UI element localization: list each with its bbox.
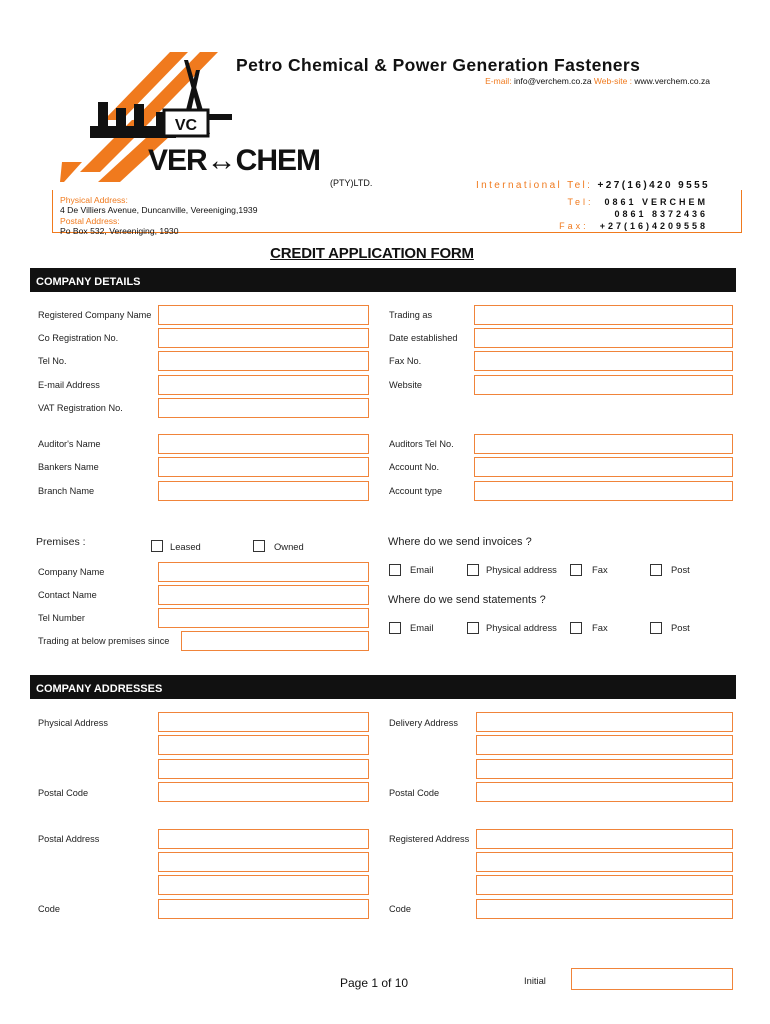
delivery-address-line-1[interactable] (476, 712, 733, 732)
statement-physical-label: Physical address (486, 622, 557, 633)
physical-address-line-3[interactable] (158, 759, 369, 779)
co-registration-label: Co Registration No. (38, 333, 119, 343)
premises-company-name-field[interactable] (158, 562, 369, 582)
postal-code-right-field[interactable] (476, 782, 733, 802)
premises-company-name-label: Company Name (38, 567, 105, 577)
vat-registration-label: VAT Registration No. (38, 403, 123, 413)
tel-number-label: Tel Number (38, 613, 85, 623)
auditor-name-field[interactable] (158, 434, 369, 454)
statement-fax-label: Fax (592, 622, 608, 633)
code-right-label: Code (389, 904, 411, 914)
contact-name-label: Contact Name (38, 590, 97, 600)
invoice-fax-label: Fax (592, 564, 608, 575)
tel-number-field[interactable] (158, 608, 369, 628)
company-tagline: Petro Chemical & Power Generation Fasteners (236, 55, 641, 75)
delivery-address-line-2[interactable] (476, 735, 733, 755)
physical-address-value: 4 De Villiers Avenue, Duncanville, Vereeniging,1939 (60, 205, 258, 216)
physical-address-label: Physical Address: (60, 195, 128, 205)
company-details-heading: COMPANY DETAILS (30, 268, 736, 292)
intl-tel-label: International Tel: (475, 180, 593, 191)
code-left-field[interactable] (158, 899, 369, 919)
fax-no-label: Fax No. (389, 356, 422, 366)
statements-question: Where do we send statements ? (388, 594, 546, 606)
tel-value-1: 0861 VERCHEM (604, 197, 708, 207)
physical-address-line-1[interactable] (158, 712, 369, 732)
tel-label: Tel: (567, 197, 594, 207)
invoices-question: Where do we send invoices ? (388, 536, 532, 548)
address-block (60, 195, 257, 237)
company-addresses-heading: COMPANY ADDRESSES (30, 675, 736, 699)
tel-no-field[interactable] (158, 351, 369, 371)
form-title: CREDIT APPLICATION FORM (270, 245, 474, 262)
invoice-physical-label: Physical address (486, 564, 557, 575)
website-value[interactable]: www.verchem.co.za (634, 76, 710, 86)
bankers-name-field[interactable] (158, 457, 369, 477)
website-label: Web-site : (593, 76, 633, 86)
statement-physical-checkbox[interactable] (467, 622, 479, 634)
owned-label: Owned (274, 541, 304, 552)
physical-address-label: Physical Address (38, 718, 108, 728)
account-no-label: Account No. (389, 462, 440, 472)
owned-checkbox[interactable] (253, 540, 265, 552)
fax-value: +27(16)4209558 (599, 221, 708, 231)
invoice-email-label: Email (410, 564, 434, 575)
tel-value-2: 0861 8372436 (614, 209, 708, 219)
code-left-label: Code (38, 904, 60, 914)
account-type-label: Account type (389, 486, 443, 496)
trading-since-field[interactable] (181, 631, 369, 651)
contact-line (485, 76, 710, 86)
registered-address-line-1[interactable] (476, 829, 733, 849)
postal-address-value: Po Box 532, Vereeniging, 1930 (60, 226, 179, 237)
tel-no-label: Tel No. (38, 356, 67, 366)
premises-label: Premises : (36, 536, 86, 548)
invoice-fax-checkbox[interactable] (570, 564, 582, 576)
vat-registration-field[interactable] (158, 398, 369, 418)
contact-name-field[interactable] (158, 585, 369, 605)
registered-company-name-field[interactable] (158, 305, 369, 325)
logo-suffix: (PTY)LTD. (330, 178, 373, 188)
registered-address-label: Registered Address (389, 834, 470, 844)
logo-wordmark: VER↔CHEM (148, 144, 321, 177)
website-label: Website (389, 380, 423, 390)
invoice-physical-checkbox[interactable] (467, 564, 479, 576)
postal-address-line-1[interactable] (158, 829, 369, 849)
phone-block (559, 196, 708, 232)
email-address-label: E-mail Address (38, 380, 100, 390)
date-established-label: Date established (389, 333, 458, 343)
co-registration-field[interactable] (158, 328, 369, 348)
trading-since-label: Trading at below premises since (38, 636, 170, 646)
delivery-address-line-3[interactable] (476, 759, 733, 779)
trading-as-label: Trading as (389, 310, 433, 320)
account-type-field[interactable] (474, 481, 733, 501)
auditor-tel-field[interactable] (474, 434, 733, 454)
account-no-field[interactable] (474, 457, 733, 477)
statement-post-label: Post (671, 622, 690, 633)
physical-address-line-2[interactable] (158, 735, 369, 755)
postal-code-left-field[interactable] (158, 782, 369, 802)
registered-address-line-2[interactable] (476, 852, 733, 872)
postal-code-left-label: Postal Code (38, 788, 89, 798)
postal-address-line-2[interactable] (158, 852, 369, 872)
statement-fax-checkbox[interactable] (570, 622, 582, 634)
leased-label: Leased (170, 541, 201, 552)
page-number: Page 1 of 10 (340, 976, 409, 990)
fax-no-field[interactable] (474, 351, 733, 371)
logo-badge-text: VC (174, 117, 198, 134)
branch-name-field[interactable] (158, 481, 369, 501)
email-address-field[interactable] (158, 375, 369, 395)
registered-address-line-3[interactable] (476, 875, 733, 895)
statement-email-checkbox[interactable] (389, 622, 401, 634)
postal-code-right-label: Postal Code (389, 788, 440, 798)
bankers-name-label: Bankers Name (38, 462, 99, 472)
invoice-email-checkbox[interactable] (389, 564, 401, 576)
date-established-field[interactable] (474, 328, 733, 348)
invoice-post-checkbox[interactable] (650, 564, 662, 576)
statement-post-checkbox[interactable] (650, 622, 662, 634)
trading-as-field[interactable] (474, 305, 733, 325)
auditor-name-label: Auditor's Name (38, 439, 101, 449)
delivery-address-label: Delivery Address (389, 718, 458, 728)
leased-checkbox[interactable] (151, 540, 163, 552)
statement-email-label: Email (410, 622, 434, 633)
postal-address-label: Postal Address (38, 834, 100, 844)
fax-label: Fax: (559, 221, 589, 231)
initial-label: Initial (524, 975, 546, 986)
registered-company-name-label: Registered Company Name (38, 310, 152, 320)
code-right-field[interactable] (476, 899, 733, 919)
initial-field[interactable] (571, 968, 733, 990)
email-value[interactable]: info@verchem.co.za (513, 76, 592, 86)
intl-tel-value: +27(16)420 9555 (597, 180, 710, 191)
postal-address-label: Postal Address: (60, 215, 120, 226)
email-label: E-mail: (485, 76, 512, 86)
branch-name-label: Branch Name (38, 486, 95, 496)
postal-address-line-3[interactable] (158, 875, 369, 895)
auditor-tel-label: Auditors Tel No. (389, 439, 454, 449)
website-field[interactable] (474, 375, 733, 395)
invoice-post-label: Post (671, 564, 690, 575)
